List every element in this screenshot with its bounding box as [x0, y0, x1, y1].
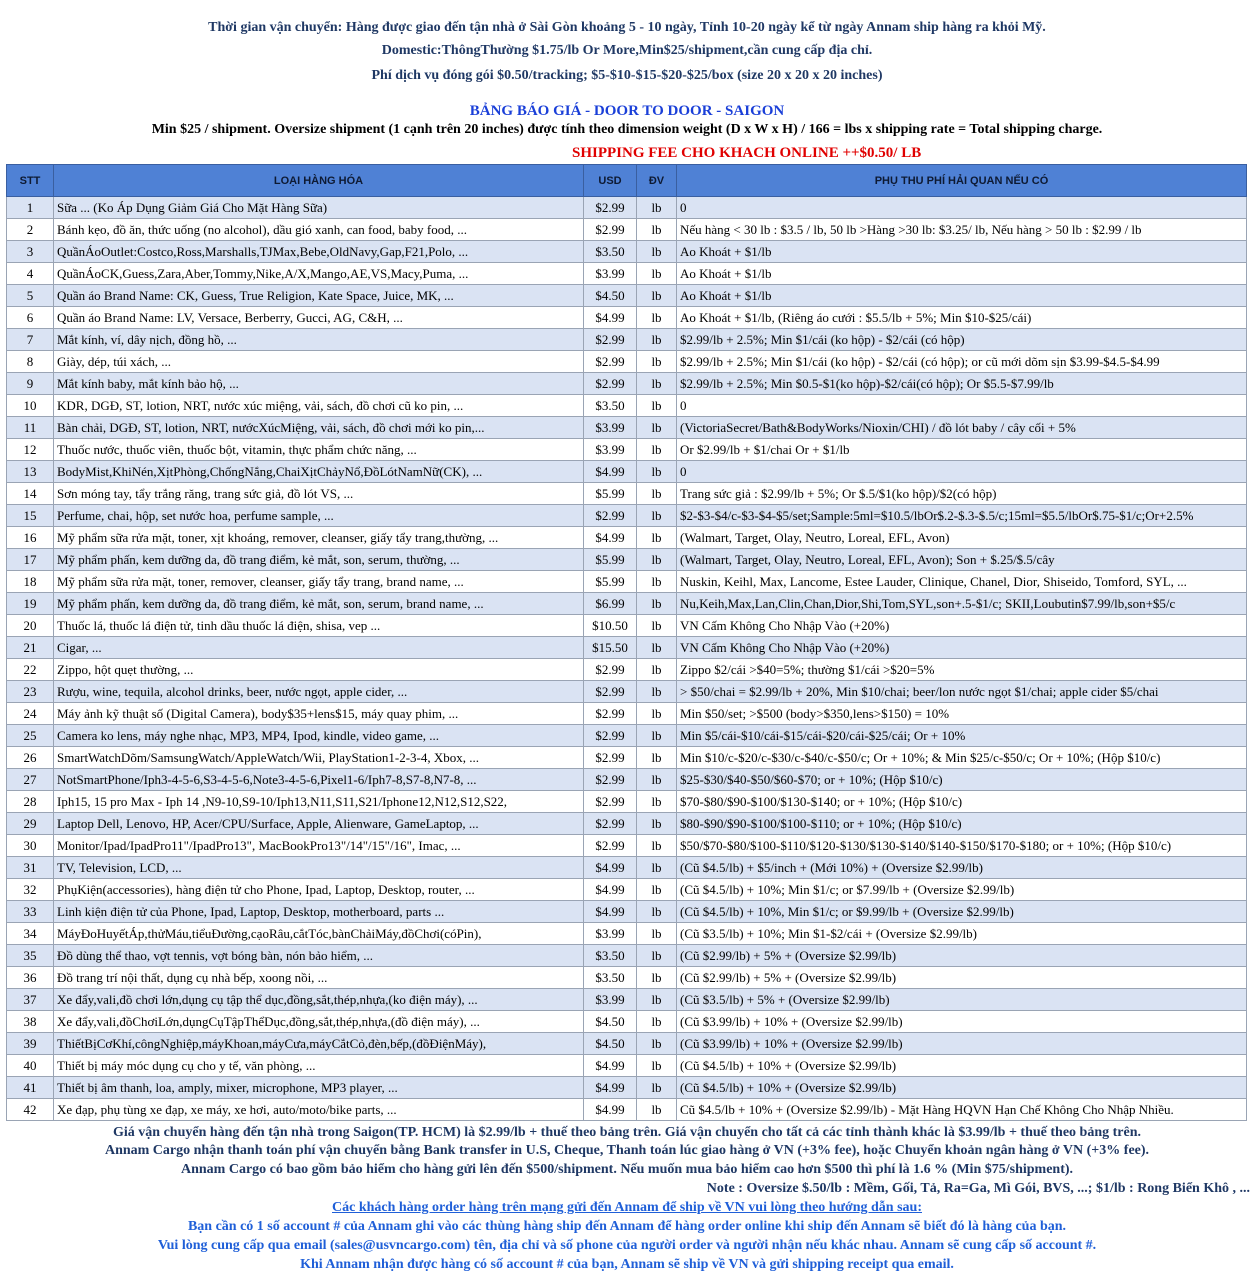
row-stt: 26 [7, 747, 54, 769]
row-item-type: Bánh kẹo, đồ ăn, thức uống (no alcohol), dầu gió xanh, can food, baby food, ... [54, 219, 584, 241]
row-stt: 42 [7, 1099, 54, 1121]
row-price: $4.50 [584, 1011, 637, 1033]
table-row [7, 659, 1247, 681]
row-surcharge: Cũ $4.5/lb + 10% + (Oversize $2.99/lb) - Mặt Hàng HQVN Hạn Chế Không Cho Nhập Nhiều. [677, 1099, 1247, 1121]
row-item-type: Quần áo Brand Name: LV, Versace, Berberry, Gucci, AG, C&H, ... [54, 307, 584, 329]
table-row [7, 395, 1247, 417]
row-item-type: Thiết bị âm thanh, loa, amply, mixer, microphone, MP3 player, ... [54, 1077, 584, 1099]
table-row [7, 1099, 1247, 1121]
row-surcharge: $25-$30/$40-$50/$60-$70; or + 10%; (Hộp $10/c) [677, 769, 1247, 791]
row-price: $2.99 [584, 329, 637, 351]
row-stt: 24 [7, 703, 54, 725]
row-surcharge: Or $2.99/lb + $1/chai Or + $1/lb [677, 439, 1247, 461]
row-stt: 23 [7, 681, 54, 703]
row-unit: lb [637, 725, 677, 747]
row-item-type: ThiếtBịCơKhí,côngNghiệp,máyKhoan,máyCưa,máyCắtCỏ,đèn,bếp,(đồĐiệnMáy), [54, 1033, 584, 1055]
row-item-type: Giày, dép, túi xách, ... [54, 351, 584, 373]
row-unit: lb [637, 1033, 677, 1055]
row-price: $2.99 [584, 725, 637, 747]
table-row [7, 571, 1247, 593]
row-unit: lb [637, 857, 677, 879]
row-price: $5.99 [584, 483, 637, 505]
row-stt: 29 [7, 813, 54, 835]
delivery-price-note: Giá vận chuyển hàng đến tận nhà trong Saigon(TP. HCM) là $2.99/lb + thuế theo bảng trên. Giá vận chuyển cho tất cả các tỉnh thành khác là $3.99/lb + thuế theo bảng trên. [113, 1125, 1141, 1140]
row-price: $3.99 [584, 989, 637, 1011]
table-row [7, 791, 1247, 813]
row-item-type: Rượu, wine, tequila, alcohol drinks, beer, nước ngọt, apple cider, ... [54, 681, 584, 703]
row-price: $2.99 [584, 197, 637, 219]
row-price: $4.99 [584, 901, 637, 923]
row-item-type: Mỹ phẩm sữa rửa mặt, toner, xịt khoáng, remover, cleanser, giấy tẩy trang,thường, ... [54, 527, 584, 549]
row-item-type: NotSmartPhone/Iph3-4-5-6,S3-4-5-6,Note3-4-5-6,Pixel1-6/Iph7-8,S7-8,N7-8, ... [54, 769, 584, 791]
header-unit: ĐV [637, 165, 677, 197]
row-surcharge: $2-$3-$4/c-$3-$4-$5/set;Sample:5ml=$10.5/lbOr$.2-$.3-$.5/c;15ml=$5.5/lbOr$.75-$1/c;Or+2.5% [677, 505, 1247, 527]
row-price: $2.99 [584, 813, 637, 835]
row-stt: 37 [7, 989, 54, 1011]
row-unit: lb [637, 967, 677, 989]
order-instruction-shipping: Khi Annam nhận được hàng có số account # của bạn, Annam sẽ ship về VN và gửi shipping receipt qua email. [300, 1257, 954, 1272]
row-stt: 39 [7, 1033, 54, 1055]
row-unit: lb [637, 549, 677, 571]
row-item-type: Cigar, ... [54, 637, 584, 659]
price-table-body [7, 197, 1247, 1121]
row-unit: lb [637, 285, 677, 307]
table-row [7, 351, 1247, 373]
table-row [7, 1055, 1247, 1077]
row-unit: lb [637, 747, 677, 769]
row-item-type: QuầnÁoCK,Guess,Zara,Aber,Tommy,Nike,A/X,Mango,AE,VS,Macy,Puma, ... [54, 263, 584, 285]
row-stt: 21 [7, 637, 54, 659]
row-surcharge: (Walmart, Target, Olay, Neutro, Loreal, EFL, Avon) [677, 527, 1247, 549]
order-instruction-email: Vui lòng cung cấp qua email (sales@usvncargo.com) tên, địa chỉ và số phone của người order và người nhận nếu khác nhau. Annam sẽ cung cấp số account #. [157, 1238, 1097, 1253]
row-surcharge: (Walmart, Target, Olay, Neutro, Loreal, EFL, Avon); Son + $.25/$.5/cây [677, 549, 1247, 571]
row-item-type: Đồ dùng thể thao, vợt tennis, vợt bóng bàn, nón bảo hiểm, ... [54, 945, 584, 967]
row-item-type: Mỹ phẩm sữa rửa mặt, toner, remover, cleanser, giấy tẩy trang, brand name, ... [54, 571, 584, 593]
row-item-type: Bàn chải, DGĐ, ST, lotion, NRT, nướcXúcMiệng, vải, sách, đồ chơi mới ko pin,... [54, 417, 584, 439]
row-unit: lb [637, 219, 677, 241]
row-stt: 14 [7, 483, 54, 505]
row-price: $4.99 [584, 527, 637, 549]
table-row [7, 923, 1247, 945]
row-price: $4.99 [584, 857, 637, 879]
row-surcharge: (Cũ $4.5/lb) + $5/inch + (Mới 10%) + (Oversize $2.99/lb) [677, 857, 1247, 879]
row-stt: 4 [7, 263, 54, 285]
row-stt: 17 [7, 549, 54, 571]
oversize-note: Note : Oversize $.50/lb : Mềm, Gối, Tả, Ra=Ga, Mì Gói, BVS, ...; $1/lb : Rong Biển Khô , ... [706, 1181, 1250, 1196]
row-price: $2.99 [584, 703, 637, 725]
row-price: $5.99 [584, 571, 637, 593]
row-surcharge: Min $50/set; >$500 (body>$350,lens>$150) = 10% [677, 703, 1247, 725]
row-price: $2.99 [584, 659, 637, 681]
table-row [7, 813, 1247, 835]
row-price: $3.99 [584, 263, 637, 285]
row-unit: lb [637, 307, 677, 329]
row-price: $4.50 [584, 1033, 637, 1055]
row-surcharge: Zippo $2/cái >$40=5%; thường $1/cái >$20=5% [677, 659, 1247, 681]
row-unit: lb [637, 945, 677, 967]
payment-methods-note: Annam Cargo nhận thanh toán phí vận chuyển bằng Bank transfer in U.S, Cheque, Thanh toán lúc giao hàng ở VN (+3% fee), hoặc Chuyển khoản ngân hàng ở VN (+3% fee). [104, 1143, 1150, 1158]
table-row [7, 197, 1247, 219]
header-item-type: LOẠI HÀNG HÓA [54, 165, 584, 197]
row-stt: 1 [7, 197, 54, 219]
row-item-type: Camera ko lens, máy nghe nhạc, MP3, MP4, Ipod, kindle, video game, ... [54, 725, 584, 747]
row-unit: lb [637, 197, 677, 219]
row-price: $4.99 [584, 461, 637, 483]
row-unit: lb [637, 637, 677, 659]
row-price: $3.99 [584, 439, 637, 461]
row-unit: lb [637, 923, 677, 945]
row-price: $2.99 [584, 681, 637, 703]
row-surcharge: Nu,Keih,Max,Lan,Clin,Chan,Dior,Shi,Tom,SYL,son+.5-$1/c; SKII,Loubutin$7.99/lb,son+$5/c [677, 593, 1247, 615]
row-item-type: Thiết bị máy móc dụng cụ cho y tế, văn phòng, ... [54, 1055, 584, 1077]
table-row [7, 241, 1247, 263]
row-surcharge: Ao Khoát + $1/lb [677, 263, 1247, 285]
row-item-type: Sữa ... (Ko Áp Dụng Giảm Giá Cho Mặt Hàng Sữa) [54, 197, 584, 219]
row-stt: 35 [7, 945, 54, 967]
row-stt: 18 [7, 571, 54, 593]
row-surcharge: $70-$80/$90-$100/$130-$140; or + 10%; (Hộp $10/c) [677, 791, 1247, 813]
row-item-type: QuầnÁoOutlet:Costco,Ross,Marshalls,TJMax,Bebe,OldNavy,Gap,F21,Polo, ... [54, 241, 584, 263]
row-surcharge: Nếu hàng < 30 lb : $3.5 / lb, 50 lb >Hàng >30 lb: $3.25/ lb, Nếu hàng > 50 lb : $2.99 / lb [677, 219, 1247, 241]
header-surcharge: PHỤ THU PHÍ HẢI QUAN NẾU CÓ [677, 165, 1247, 197]
row-unit: lb [637, 527, 677, 549]
row-surcharge: 0 [677, 197, 1247, 219]
row-price: $2.99 [584, 505, 637, 527]
row-item-type: Xe đẩy,vali,đồ chơi lớn,dụng cụ tập thể dục,đồng,sắt,thép,nhựa,(ko điện máy), ... [54, 989, 584, 1011]
row-unit: lb [637, 791, 677, 813]
order-instruction-account: Bạn cần có 1 số account # của Annam ghi vào các thùng hàng ship đến Annam để hàng order online khi ship đến Annam sẽ biết đó là hàng của bạn. [187, 1219, 1067, 1234]
row-surcharge: Trang sức giả : $2.99/lb + 5%; Or $.5/$1(ko hộp)/$2(có hộp) [677, 483, 1247, 505]
row-unit: lb [637, 1055, 677, 1077]
row-surcharge: (VictoriaSecret/Bath&BodyWorks/Nioxin/CHI) / đồ lót baby / cây cối + 5% [677, 417, 1247, 439]
row-item-type: BodyMist,KhiNén,XịtPhòng,ChốngNắng,ChaiXịtChảyNổ,ĐồLótNamNữ(CK), ... [54, 461, 584, 483]
table-row [7, 439, 1247, 461]
table-row [7, 417, 1247, 439]
row-surcharge: $50/$70-$80/$100-$110/$120-$130/$130-$140/$140-$150/$170-$180; or + 10%; (Hộp $10/c) [677, 835, 1247, 857]
row-price: $2.99 [584, 219, 637, 241]
row-item-type: Mỹ phẩm phấn, kem dưỡng da, đồ trang điểm, kẻ mắt, son, serum, thường, ... [54, 549, 584, 571]
row-stt: 8 [7, 351, 54, 373]
table-row [7, 747, 1247, 769]
order-instructions-title[interactable]: Các khách hàng order hàng trên mạng gửi đến Annam để ship về VN vui lòng theo hướng dẫn sau: [332, 1200, 922, 1215]
row-item-type: Thuốc lá, thuốc lá điện tử, tinh dầu thuốc lá điện, shisa, vep ... [54, 615, 584, 637]
row-surcharge: Min $5/cái-$10/cái-$15/cái-$20/cái-$25/cái; Or + 10% [677, 725, 1247, 747]
row-price: $2.99 [584, 769, 637, 791]
row-item-type: Máy ảnh kỹ thuật số (Digital Camera), body$35+lens$15, máy quay phim, ... [54, 703, 584, 725]
row-stt: 19 [7, 593, 54, 615]
row-unit: lb [637, 505, 677, 527]
table-row [7, 637, 1247, 659]
row-stt: 16 [7, 527, 54, 549]
row-surcharge: (Cũ $2.99/lb) + 5% + (Oversize $2.99/lb) [677, 945, 1247, 967]
row-surcharge: (Cũ $3.99/lb) + 10% + (Oversize $2.99/lb) [677, 1033, 1247, 1055]
row-stt: 31 [7, 857, 54, 879]
table-row [7, 945, 1247, 967]
row-surcharge: (Cũ $4.5/lb) + 10%, Min $1/c; or $9.99/lb + (Oversize $2.99/lb) [677, 901, 1247, 923]
row-item-type: Mắt kính, ví, dây nịch, đồng hồ, ... [54, 329, 584, 351]
table-row [7, 1011, 1247, 1033]
table-row [7, 1077, 1247, 1099]
row-item-type: Mỹ phẩm phấn, kem dưỡng da, đồ trang điểm, kẻ mắt, son, serum, brand name, ... [54, 593, 584, 615]
row-price: $6.99 [584, 593, 637, 615]
row-item-type: Zippo, hột quẹt thường, ... [54, 659, 584, 681]
row-price: $4.99 [584, 1055, 637, 1077]
row-stt: 27 [7, 769, 54, 791]
row-stt: 7 [7, 329, 54, 351]
row-unit: lb [637, 835, 677, 857]
row-price: $4.99 [584, 879, 637, 901]
row-item-type: Quần áo Brand Name: CK, Guess, True Religion, Kate Space, Juice, MK, ... [54, 285, 584, 307]
row-unit: lb [637, 417, 677, 439]
row-price: $3.50 [584, 967, 637, 989]
row-surcharge: (Cũ $4.5/lb) + 10%; Min $1/c; or $7.99/lb + (Oversize $2.99/lb) [677, 879, 1247, 901]
row-item-type: MáyĐoHuyếtÁp,thửMáu,tiểuĐường,cạoRâu,cắtTóc,bànChảiMáy,đồChơi(cóPin), [54, 923, 584, 945]
row-surcharge: (Cũ $3.99/lb) + 10% + (Oversize $2.99/lb) [677, 1011, 1247, 1033]
table-row [7, 461, 1247, 483]
domestic-rate-note: Domestic:ThôngThường $1.75/lb Or More,Min$25/shipment,cần cung cấp địa chỉ. [381, 43, 873, 58]
row-unit: lb [637, 263, 677, 285]
header-stt: STT [7, 165, 54, 197]
table-row [7, 329, 1247, 351]
table-row [7, 1033, 1247, 1055]
row-unit: lb [637, 351, 677, 373]
insurance-note: Annam Cargo có bao gồm bảo hiểm cho hàng gửi lên đến $500/shipment. Nếu muốn mua bảo hiểm cao hơn $500 thì phí là 1.6 % (Min $75/shipment). [180, 1162, 1074, 1177]
row-surcharge: VN Cấm Không Cho Nhập Vào (+20%) [677, 615, 1247, 637]
table-row [7, 285, 1247, 307]
row-item-type: KDR, DGĐ, ST, lotion, NRT, nước xúc miệng, vải, sách, đồ chơi cũ ko pin, ... [54, 395, 584, 417]
row-surcharge: Ao Khoát + $1/lb [677, 285, 1247, 307]
row-unit: lb [637, 989, 677, 1011]
row-unit: lb [637, 1077, 677, 1099]
row-surcharge: 0 [677, 395, 1247, 417]
row-item-type: SmartWatchDõm/SamsungWatch/AppleWatch/Wii, PlayStation1-2-3-4, Xbox, ... [54, 747, 584, 769]
row-unit: lb [637, 483, 677, 505]
row-unit: lb [637, 769, 677, 791]
row-surcharge: Nuskin, Keihl, Max, Lancome, Estee Lauder, Clinique, Chanel, Dior, Shiseido, Tomford, SYL, ... [677, 571, 1247, 593]
row-item-type: Sơn móng tay, tẩy trắng răng, trang sức giả, đồ lót VS, ... [54, 483, 584, 505]
row-price: $2.99 [584, 373, 637, 395]
row-price: $4.99 [584, 1077, 637, 1099]
row-surcharge: $2.99/lb + 2.5%; Min $0.5-$1(ko hộp)-$2/cái(có hộp); Or $5.5-$7.99/lb [677, 373, 1247, 395]
table-row [7, 857, 1247, 879]
row-stt: 13 [7, 461, 54, 483]
row-unit: lb [637, 461, 677, 483]
row-stt: 5 [7, 285, 54, 307]
row-stt: 36 [7, 967, 54, 989]
row-item-type: Đồ trang trí nội thất, dụng cụ nhà bếp, xoong nồi, ... [54, 967, 584, 989]
row-price: $3.99 [584, 923, 637, 945]
table-row [7, 989, 1247, 1011]
row-unit: lb [637, 373, 677, 395]
table-row [7, 373, 1247, 395]
row-price: $2.99 [584, 835, 637, 857]
table-row [7, 835, 1247, 857]
row-unit: lb [637, 813, 677, 835]
row-item-type: Mắt kính baby, mắt kính bảo hộ, ... [54, 373, 584, 395]
row-price: $4.99 [584, 1099, 637, 1121]
table-row [7, 681, 1247, 703]
table-row [7, 769, 1247, 791]
row-stt: 28 [7, 791, 54, 813]
row-surcharge: Ao Khoát + $1/lb, (Riêng áo cưới : $5.5/lb + 5%; Min $10-$25/cái) [677, 307, 1247, 329]
header-usd: USD [584, 165, 637, 197]
table-row [7, 483, 1247, 505]
row-price: $2.99 [584, 791, 637, 813]
row-item-type: Thuốc nước, thuốc viên, thuốc bột, vitamin, thực phẩm chức năng, ... [54, 439, 584, 461]
row-stt: 41 [7, 1077, 54, 1099]
table-row [7, 901, 1247, 923]
table-row [7, 219, 1247, 241]
row-stt: 3 [7, 241, 54, 263]
row-unit: lb [637, 681, 677, 703]
row-unit: lb [637, 703, 677, 725]
row-surcharge: Ao Khoát + $1/lb [677, 241, 1247, 263]
price-table [6, 164, 1247, 1121]
row-surcharge: > $50/chai = $2.99/lb + 20%, Min $10/chai; beer/lon nước ngọt $1/chai; apple cider $5/chai [677, 681, 1247, 703]
table-header-row [7, 165, 1247, 197]
row-stt: 2 [7, 219, 54, 241]
table-row [7, 615, 1247, 637]
row-stt: 33 [7, 901, 54, 923]
table-row [7, 703, 1247, 725]
row-price: $3.50 [584, 945, 637, 967]
row-surcharge: Min $10/c-$20/c-$30/c-$40/c-$50/c; Or + 10%; & Min $25/c-$50/c; Or + 10%; (Hộp $10/c) [677, 747, 1247, 769]
row-item-type: PhụKiện(accessories), hàng điện tử cho Phone, Ipad, Laptop, Desktop, router, ... [54, 879, 584, 901]
row-stt: 40 [7, 1055, 54, 1077]
table-row [7, 527, 1247, 549]
row-item-type: Xe đẩy,vali,đồChơiLớn,dụngCụTậpThểDục,đồng,sắt,thép,nhựa,(đồ điện máy), ... [54, 1011, 584, 1033]
row-unit: lb [637, 395, 677, 417]
row-item-type: Perfume, chai, hộp, set nước hoa, perfume sample, ... [54, 505, 584, 527]
row-unit: lb [637, 571, 677, 593]
row-stt: 30 [7, 835, 54, 857]
table-row [7, 263, 1247, 285]
row-item-type: Iph15, 15 pro Max - Iph 14 ,N9-10,S9-10/Iph13,N11,S11,S21/Iphone12,N12,S12,S22, [54, 791, 584, 813]
row-stt: 25 [7, 725, 54, 747]
row-surcharge: 0 [677, 461, 1247, 483]
row-unit: lb [637, 329, 677, 351]
table-row [7, 967, 1247, 989]
row-unit: lb [637, 615, 677, 637]
table-row [7, 879, 1247, 901]
row-stt: 10 [7, 395, 54, 417]
row-price: $3.50 [584, 395, 637, 417]
row-item-type: Linh kiện điện tử của Phone, Ipad, Laptop, Desktop, motherboard, parts ... [54, 901, 584, 923]
row-unit: lb [637, 593, 677, 615]
row-unit: lb [637, 901, 677, 923]
row-item-type: TV, Television, LCD, ... [54, 857, 584, 879]
row-surcharge: (Cũ $4.5/lb) + 10% + (Oversize $2.99/lb) [677, 1055, 1247, 1077]
row-surcharge: (Cũ $3.5/lb) + 10%; Min $1-$2/cái + (Oversize $2.99/lb) [677, 923, 1247, 945]
row-price: $5.99 [584, 549, 637, 571]
row-surcharge: (Cũ $3.5/lb) + 5% + (Oversize $2.99/lb) [677, 989, 1247, 1011]
row-item-type: Laptop Dell, Lenovo, HP, Acer/CPU/Surface, Apple, Alienware, GameLaptop, ... [54, 813, 584, 835]
page-title: BẢNG BÁO GIÁ - DOOR TO DOOR - SAIGON [469, 103, 785, 119]
row-stt: 32 [7, 879, 54, 901]
row-surcharge: VN Cấm Không Cho Nhập Vào (+20%) [677, 637, 1247, 659]
row-item-type: Monitor/Ipad/IpadPro11"/IpadPro13", MacBookPro13"/14"/15"/16", Imac, ... [54, 835, 584, 857]
table-row [7, 307, 1247, 329]
row-unit: lb [637, 879, 677, 901]
row-price: $4.99 [584, 307, 637, 329]
row-surcharge: (Cũ $4.5/lb) + 10% + (Oversize $2.99/lb) [677, 1077, 1247, 1099]
row-stt: 9 [7, 373, 54, 395]
delivery-time-note: Thời gian vận chuyển: Hàng được giao đến tận nhà ở Sài Gòn khoảng 5 - 10 ngày, Tỉnh 10-20 ngày kể từ ngày Annam ship hàng ra khỏi Mỹ. [208, 20, 1046, 35]
row-stt: 20 [7, 615, 54, 637]
table-row [7, 725, 1247, 747]
minimum-shipment-note: Min $25 / shipment. Oversize shipment (1 cạnh trên 20 inches) được tính theo dimension weight (D x W x H) / 166 = lbs x shipping rate = Total shipping charge. [151, 122, 1103, 137]
row-surcharge: $80-$90/$90-$100/$100-$110; or + 10%; (Hộp $10/c) [677, 813, 1247, 835]
row-unit: lb [637, 1099, 677, 1121]
row-price: $3.50 [584, 241, 637, 263]
row-surcharge: $2.99/lb + 2.5%; Min $1/cái (ko hộp) - $2/cái (có hộp); or cũ mới dõm sịn $3.99-$4.5-$4.99 [677, 351, 1247, 373]
row-stt: 22 [7, 659, 54, 681]
row-unit: lb [637, 241, 677, 263]
table-row [7, 549, 1247, 571]
row-stt: 6 [7, 307, 54, 329]
row-price: $3.99 [584, 417, 637, 439]
row-price: $4.50 [584, 285, 637, 307]
row-stt: 38 [7, 1011, 54, 1033]
online-shipping-fee: SHIPPING FEE CHO KHACH ONLINE ++$0.50/ LB [572, 145, 922, 161]
row-unit: lb [637, 439, 677, 461]
table-row [7, 593, 1247, 615]
row-unit: lb [637, 659, 677, 681]
packing-fee-note: Phí dịch vụ đóng gói $0.50/tracking; $5-$10-$15-$20-$25/box (size 20 x 20 x 20 inches) [371, 68, 883, 83]
row-price: $15.50 [584, 637, 637, 659]
row-surcharge: (Cũ $2.99/lb) + 5% + (Oversize $2.99/lb) [677, 967, 1247, 989]
row-price: $2.99 [584, 747, 637, 769]
row-stt: 34 [7, 923, 54, 945]
row-stt: 15 [7, 505, 54, 527]
row-stt: 11 [7, 417, 54, 439]
table-row [7, 505, 1247, 527]
row-price: $2.99 [584, 351, 637, 373]
row-unit: lb [637, 1011, 677, 1033]
row-stt: 12 [7, 439, 54, 461]
row-item-type: Xe đạp, phụ tùng xe đạp, xe máy, xe hơi, auto/moto/bike parts, ... [54, 1099, 584, 1121]
row-price: $10.50 [584, 615, 637, 637]
row-surcharge: $2.99/lb + 2.5%; Min $1/cái (ko hộp) - $2/cái (có hộp) [677, 329, 1247, 351]
